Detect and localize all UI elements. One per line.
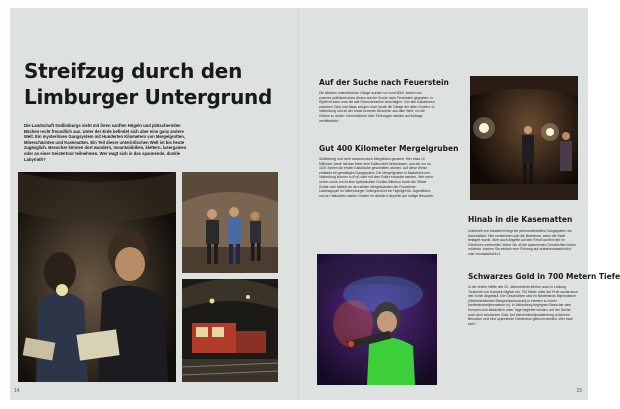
photo-icon	[470, 76, 578, 200]
section-body-coal: In der ersten Hälfte des 20. Jahrhunderts führten auch in Limburg Tausende von Kumpeln täglich ein. 700 Meter unter der Erde wurde auch hier Kohle abgebaut. Die Geschichten sind im Niederlands Mijnmuseum (Niederländischen Bergwerksmuseum) in Heerlen zu hören (nederlandsmijnmuseum.nl). In Valkenburg begegnen Besucher dem Kumpel noch tatsächlich unter Tage begleitet werden, auf der Suche nach dem schwarzen Gold. Auf steinkohlemijnvalkenburg.nl können Besucher und eine spannende Geistertour gebucht werden. Wer traut sich?	[468, 285, 578, 326]
section-body-flint: Die ältesten unterirdischen Gänge wurden vor rund 6000 Jahren von unseren prähistorischen Ahnen auf der Suche nach Feuerstein gegraben. In Rijckholt kann man die alte Feuersteinmine besichtigen. Von den Kalksteinen zwischen Geul und Maas zeugen noch heute die Gänge der alten Grotten. In Valkenburg und an der Maas kommen Besucher aus aller Welt, um die Höhlen zu sehen. Informationen über Führungen werden auf Anfrage veröffentlicht.	[319, 91, 435, 123]
section-body-casemates: Unterhalb von Maastricht liegt ein jahrhundertealtes Gangsystem: die Kasematten. Hier versteckten sich die Bewohner, wenn die Stadt belagert wurde. Aber auch Angriffe auf den Feind wurden hier im Geheimen vorbereitet. Wenn Sie all die spannenden Geschichten hören möchten, buchen Sie einfach eine Führung auf zeitreisemaastricht.nl oder vvvmaastricht.nl.	[468, 229, 576, 256]
section-heading-marl: Gut 400 Kilometer Mergelgruben	[319, 144, 459, 153]
photo-icon	[182, 172, 278, 273]
page-number: 15	[576, 388, 582, 394]
page-title	[24, 58, 272, 110]
title-line-2: Limburger Untergrund	[24, 85, 273, 109]
section-heading-flint: Auf der Suche nach Feuerstein	[319, 78, 449, 87]
photo-icon	[182, 279, 278, 382]
intro-paragraph: Die Landschaft Südlimburgs sieht mit ihren sanften Hügeln und plätschernden Bächen recht freundlich aus. Unter der Erde befindet sich aber eine ganz andere Welt. Ein mysteriöses Gangsystem mit Hunderten Kilometern von Mergelgrotten, Mineschächten und Kasematten. Ein Teil dieser unterirdischen Welt ist bis heute zugänglich. Besucher können dort wandern, mountainbiken, klettern, lasergamen oder an einer Geistertour teilnehmen. Wer wagt sich in das spannende, dunkle Labyrinth?	[24, 123, 187, 162]
photo-laser-game	[317, 254, 437, 385]
page-number: 14	[14, 388, 20, 394]
photo-icon	[18, 172, 176, 382]
section-heading-casemates: Hinab in die Kasematten	[468, 215, 573, 224]
photo-reading-map	[18, 172, 176, 382]
section-heading-coal: Schwarzes Gold in 700 Metern Tiefe	[468, 272, 620, 281]
title-line-1: Streifzug durch den	[24, 59, 243, 83]
section-body-marl: Südlimburg und nicht umsonst auch Mergelland genannt. Hier etwa 10 Millionen Jahre hat das Meer eine Kalkschicht hinterlassen, aus der vor ca. 1100 Jahren die ersten Kalkblöcke geschnitten wurden. Auf diese Weise entstand ein gewaltiges Gangsystem. Die Mergelgrotten in Maastricht und Valkenburg können zu Fuß oder mit dem Roller erkundet werden. Wer mehr Action sucht, bucht eine spektakuläre Grotten-Biketour durch die Sibber Grotte oder klettert an den steilen Mergelwänden der Flowsteine. Lasertagspiel im Valkenburger Untergrund ist ein Highlight für Jugendliche, und an Halloween warten Geister im dunklen Labyrinth auf mutige Besucher.	[319, 157, 435, 198]
photo-mine-train	[182, 279, 278, 382]
left-page	[10, 8, 299, 400]
photo-torch-corridor	[470, 76, 578, 200]
right-page	[299, 8, 620, 400]
photo-icon	[317, 254, 437, 385]
magazine-spread	[10, 8, 620, 400]
photo-group-in-cave	[182, 172, 278, 273]
